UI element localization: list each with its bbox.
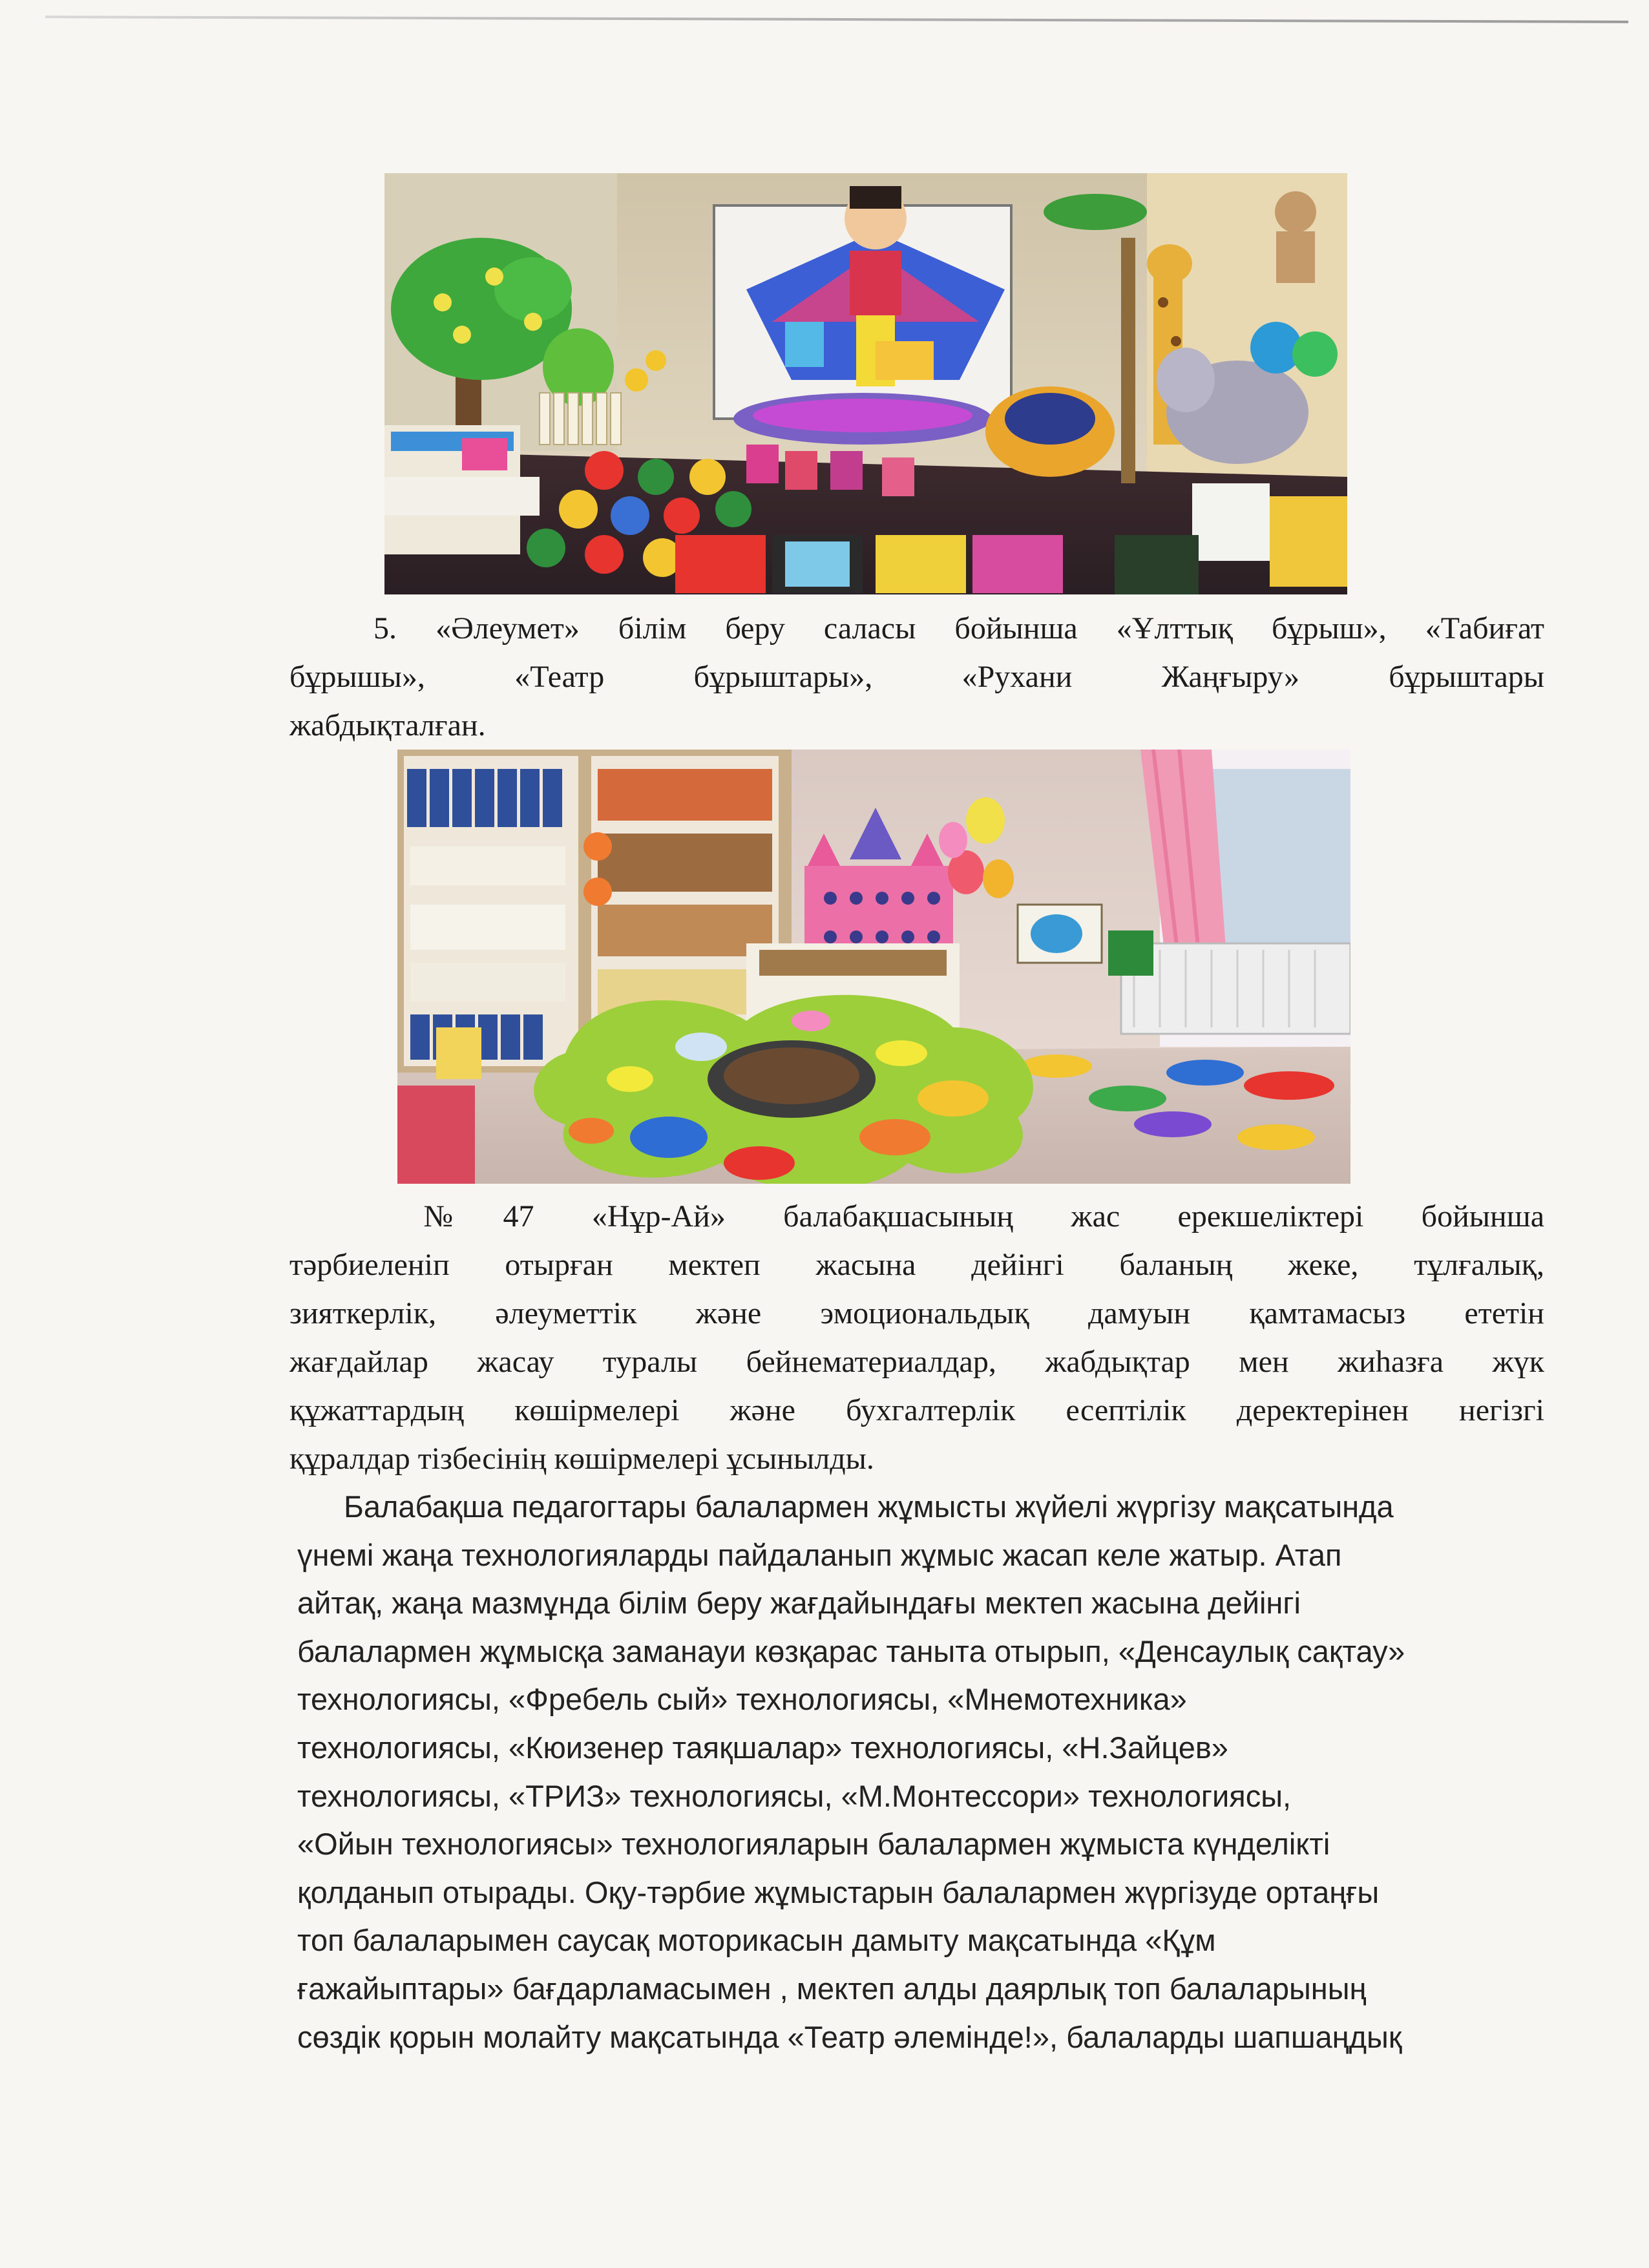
classroom-photo-nature-corner xyxy=(384,173,1347,594)
caption-2-line-3: зияткерлік, әлеуметтік және эмоциональдық дамуын қамтамасыз ететін xyxy=(289,1296,1544,1330)
caption-2-line-2: тәрбиеленіп отырған мектеп жасына дейінгі баланың жеке, тұлғалық, xyxy=(289,1248,1544,1282)
caption-2-line-6: құралдар тізбесінің көшірмелері ұсынылды. xyxy=(289,1442,874,1476)
paragraph-line-10: топ балаларымен саусақ моторикасын дамыту мақсатында «Құм xyxy=(297,1923,1216,1958)
caption-2-line-1: №47 «Нұр-Ай» балабақшасының жас ерекшеліктері бойынша xyxy=(373,1199,1544,1234)
paragraph-line-9: қолданып отырады. Оқу-тәрбие жұмыстарын балалармен жүргізуде ортаңғы xyxy=(297,1874,1380,1909)
caption-1-line-3: жабдықталған. xyxy=(289,708,486,742)
paragraph-line-12: сөздік қорын молайту мақсатында «Театр әлемінде!», балаларды шапшаңдық xyxy=(297,2019,1402,2054)
caption-1-line-1: 5. «Әлеумет» білім беру саласы бойынша «Ұлттық бұрыш», «Табиғат xyxy=(373,611,1544,646)
scan-edge-line xyxy=(45,16,1628,23)
paragraph-line-11: ғажайыптары» бағдарламасымен , мектеп алды даярлық топ балаларының xyxy=(297,1971,1367,2006)
paragraph-line-2: үнемі жаңа технологияларды пайдаланып жұмыс жасап келе жатыр. Атап xyxy=(297,1537,1342,1572)
paragraph-line-5: технологиясы, «Фребель сый» технологиясы, «Мнемотехника» xyxy=(297,1682,1187,1717)
paragraph-line-8: «Ойын технологиясы» технологияларын балалармен жұмыста күнделікті xyxy=(297,1827,1330,1862)
caption-1-line-2: бұрышы», «Театр бұрыштары», «Рухани Жаңғыру» бұрыштары xyxy=(289,660,1544,694)
caption-nature-corner xyxy=(289,604,1544,750)
paragraph-line-6: технологиясы, «Кюизенер таяқшалар» технологиясы, «Н.Зайцев» xyxy=(297,1730,1228,1765)
body-paragraph-technologies xyxy=(297,1483,1525,2061)
caption-kindergarten-47 xyxy=(289,1192,1544,1483)
classroom-photo-activity-table xyxy=(397,750,1350,1184)
paragraph-line-4: балалармен жұмысқа заманауи көзқарас танытa отырып, «Денсаулық сақтау» xyxy=(297,1633,1405,1668)
caption-2-line-5: құжаттардың көшірмелері және бухгалтерлік есептілік деректерінен негізгі xyxy=(289,1393,1544,1427)
paragraph-line-7: технологиясы, «ТРИЗ» технологиясы, «М.Монтессори» технологиясы, xyxy=(297,1778,1292,1813)
caption-2-line-4: жағдайлар жасау туралы бейнематериалдар, жабдықтар мен жиһазға жүк xyxy=(289,1345,1544,1379)
paragraph-line-3: айтақ, жаңа мазмұнда білім беру жағдайындағы мектеп жасына дейінгі xyxy=(297,1586,1301,1621)
paragraph-line-1: Балабақша педагогтары балалармен жұмысты жүйелі жүргізу мақсатында xyxy=(344,1489,1394,1524)
